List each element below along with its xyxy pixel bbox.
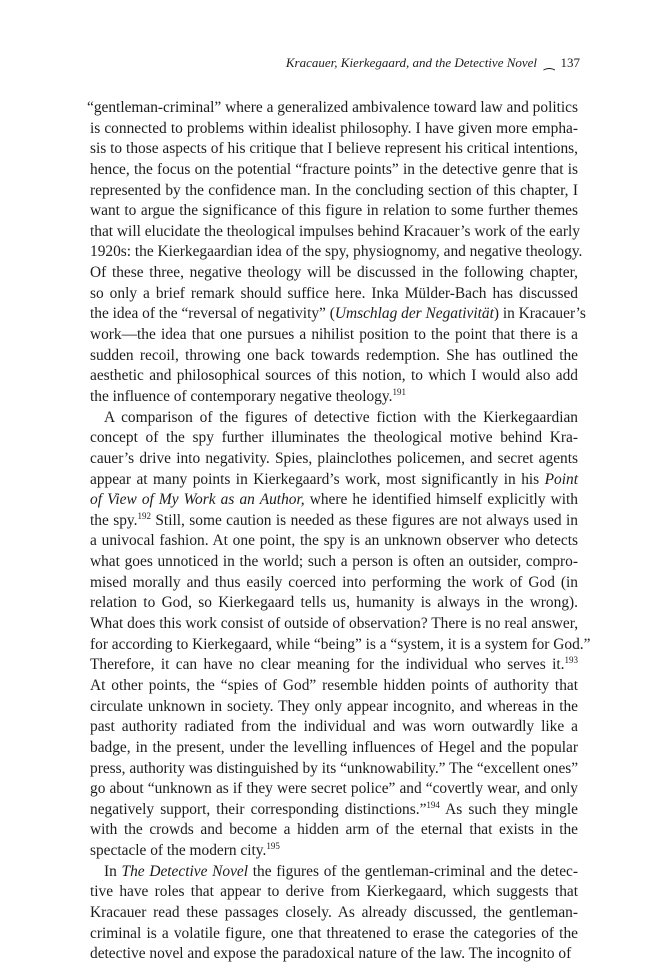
text-run: for according to Kierkegaard, while “being” is a “system, it is a system for God.” xyxy=(90,635,591,653)
text-line xyxy=(90,160,578,181)
footnote-marker: 194 xyxy=(426,799,440,810)
text-run: the influence of contemporary negative theology. xyxy=(90,387,393,405)
text-run: negatively support, their corresponding distinctions.” xyxy=(90,800,427,818)
text-line xyxy=(90,284,578,305)
text-run: mised morally and thus easily coerced into performing the work of God (in xyxy=(90,573,578,591)
text-line xyxy=(90,181,578,202)
text-run: aesthetic and philosophical sources of this notion, to which I would also add xyxy=(90,367,578,385)
text-run: A comparison of the figures of detective fiction with the Kierkegaardian xyxy=(104,408,578,426)
text-line xyxy=(90,717,578,738)
text-line xyxy=(90,408,578,429)
italic-text: of View of My Work as an Author, xyxy=(90,491,305,509)
text-run: hence, the focus on the potential “fracture points” in the detective genre that is xyxy=(90,160,578,178)
text-run: what goes unnoticed in the world; such a person is often an outsider, compro- xyxy=(90,553,578,571)
text-run: so only a brief remark should suffice here. Inka Mülder-Bach has discussed xyxy=(90,284,578,302)
text-line xyxy=(90,593,578,614)
text-run: represented by the confidence man. In the concluding section of this chapter, I xyxy=(90,181,578,199)
text-run: tive have roles that appear to derive from Kierkegaard, which suggests that xyxy=(90,883,578,901)
text-line xyxy=(90,325,578,346)
text-run: concept of the spy further illuminates the theological motive behind Kra- xyxy=(90,429,578,447)
text-line xyxy=(90,449,578,470)
page-number: 137 xyxy=(560,55,580,70)
text-line xyxy=(90,552,578,573)
italic-text: The Detective Novel xyxy=(121,862,249,880)
text-line xyxy=(90,222,578,243)
paragraph xyxy=(90,862,578,965)
text-line xyxy=(90,614,578,635)
text-line xyxy=(90,738,578,759)
text-line xyxy=(90,201,578,222)
text-line xyxy=(90,676,578,697)
footnote-marker: 195 xyxy=(266,841,280,852)
text-run: go about “unknown as if they were secret police” and “covertly wear, and only xyxy=(90,780,578,798)
text-line xyxy=(90,573,578,594)
text-run: want to argue the significance of this figure in relation to some further themes xyxy=(90,202,578,220)
text-run: the spy. xyxy=(90,511,138,529)
text-run: Therefore, it can have no clear meaning for the individual who serves it. xyxy=(90,656,565,674)
text-run: “gentleman-criminal” where a generalized ambivalence toward law and politics xyxy=(87,99,578,116)
text-run: detective novel and expose the paradoxical nature of the law. The incognito of xyxy=(90,945,572,963)
text-run: Of these three, negative theology will be discussed in the following chapter, xyxy=(90,264,578,282)
text-run: a univocal fashion. At one point, the spy is an unknown observer who detects xyxy=(90,532,578,550)
text-run: is connected to problems within idealist philosophy. I have given more empha- xyxy=(90,119,578,137)
text-line xyxy=(90,242,583,263)
text-line xyxy=(90,366,578,387)
text-run: sudden recoil, throwing one back towards redemption. She has outlined the xyxy=(90,346,578,364)
text-line xyxy=(90,779,578,800)
text-line xyxy=(90,490,578,511)
text-run: In xyxy=(104,862,122,880)
text-line xyxy=(90,882,578,903)
text-run: 1920s: the Kierkegaardian idea of the spy, physiognomy, and negative theology. xyxy=(90,243,583,261)
text-line xyxy=(90,800,578,821)
text-line xyxy=(87,98,578,119)
text-run: the idea of the “reversal of negativity” ( xyxy=(90,305,335,323)
text-line xyxy=(90,924,578,945)
text-run: appear at many points in Kierkegaard’s work, most significantly in his xyxy=(90,470,545,488)
text-run: past authority radiated from the individual and was worn outwardly like a xyxy=(90,718,578,736)
text-run: circulate unknown in society. They only appear incognito, and whereas in the xyxy=(90,697,578,715)
italic-text: Umschlag der Negativität xyxy=(334,305,494,323)
body-text xyxy=(87,98,591,965)
text-run: cauer’s drive into negativity. Spies, plainclothes policemen, and secret agents xyxy=(90,449,578,467)
text-line xyxy=(90,139,578,160)
running-title: Kracauer, Kierkegaard, and the Detective Novel xyxy=(285,55,538,70)
text-line xyxy=(90,119,578,140)
footnote-marker: 191 xyxy=(392,386,406,397)
text-run: What does this work consist of outside of observation? There is no real answer, xyxy=(90,615,579,633)
text-run: that will elucidate the theological impulses behind Kracauer’s work of the early xyxy=(90,222,580,240)
footnote-marker: 193 xyxy=(564,655,578,666)
text-line xyxy=(90,511,578,532)
text-line xyxy=(90,697,578,718)
text-run: criminal is a volatile figure, one that threatened to erase the categories of the xyxy=(90,924,578,942)
text-run: press, authority was distinguished by its “unknowability.” The “excellent ones” xyxy=(90,759,579,777)
text-line xyxy=(90,635,591,656)
paragraph xyxy=(90,408,591,862)
text-line xyxy=(90,862,578,883)
text-run: Still, some caution is needed as these figures are not always used in xyxy=(150,511,578,529)
text-line xyxy=(90,387,578,408)
text-run: At other points, the “spies of God” resemble hidden points of authority that xyxy=(90,676,578,694)
ornament-icon: ⁔ xyxy=(544,55,555,70)
text-line xyxy=(90,428,578,449)
text-run: sis to those aspects of his critique that I believe represent his critical intentions, xyxy=(90,140,578,158)
text-run: badge, in the present, under the levelling influences of Hegel and the popular xyxy=(90,738,578,756)
text-line xyxy=(90,820,578,841)
text-line xyxy=(90,759,578,780)
paragraph xyxy=(87,98,586,408)
italic-text: Point xyxy=(544,470,578,488)
text-line xyxy=(90,304,586,325)
text-line xyxy=(90,903,578,924)
text-line xyxy=(90,263,578,284)
text-run: ) in Kracauer’s xyxy=(493,305,586,323)
text-run: spectacle of the modern city. xyxy=(90,842,267,860)
text-run: As such they mingle xyxy=(439,800,578,818)
running-head xyxy=(286,55,580,71)
text-line xyxy=(90,944,578,965)
footnote-marker: 192 xyxy=(137,510,151,521)
text-run: the figures of the gentleman-criminal and the detec- xyxy=(248,862,578,880)
text-run: relation to God, so Kierkegaard tells us, humanity is always in the wrong). xyxy=(90,594,578,612)
text-run: with the crowds and become a hidden arm of the eternal that exists in the xyxy=(90,821,578,839)
text-line xyxy=(90,655,578,676)
text-run: work—the idea that one pursues a nihilist position to the point that there is a xyxy=(90,326,578,344)
text-line xyxy=(90,470,578,491)
text-line xyxy=(90,841,578,862)
text-run: Kracauer read these passages closely. As already discussed, the gentleman- xyxy=(90,903,578,921)
text-line xyxy=(90,346,578,367)
text-line xyxy=(90,531,578,552)
text-run: where he identified himself explicitly with xyxy=(304,491,578,509)
